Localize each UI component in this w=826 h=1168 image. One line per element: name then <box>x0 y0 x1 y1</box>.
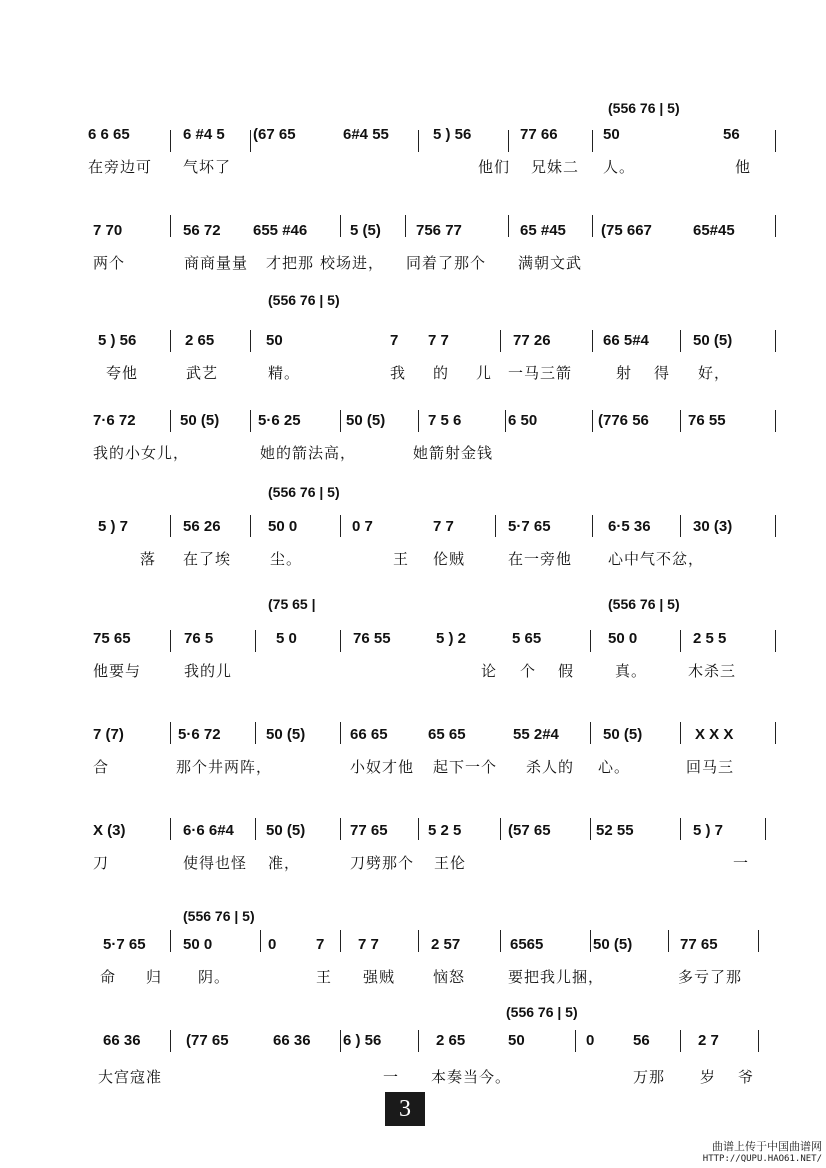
measure: 7 70 <box>93 222 123 239</box>
prelude: (556 76 | 5) <box>608 596 680 612</box>
lyric: 在旁边可 <box>88 158 153 176</box>
measure: 50 0 <box>183 936 213 953</box>
score-system-9 <box>88 908 778 992</box>
bar-line <box>170 515 171 537</box>
measure: 7 7 <box>358 936 379 953</box>
score-system-7 <box>88 726 778 782</box>
measure: 0 7 <box>352 518 373 535</box>
bar-line <box>340 410 341 432</box>
bar-line <box>495 515 496 537</box>
lyric: 小奴才他 <box>350 758 415 776</box>
measure: 76 55 <box>353 630 391 647</box>
lyric: 杀人的 <box>526 758 575 776</box>
measure: 56 <box>723 126 740 143</box>
measure: 5 ) 7 <box>693 822 724 839</box>
bar-line <box>592 410 593 432</box>
score-system-8 <box>88 822 778 878</box>
measure: 50 (5) <box>266 726 306 743</box>
measure: 2 5 5 <box>693 630 727 647</box>
bar-line <box>418 130 419 152</box>
prelude: (556 76 | 5) <box>268 484 340 500</box>
bar-line <box>775 130 776 152</box>
measure: 77 65 <box>680 936 718 953</box>
measure: 655 #46 <box>253 222 308 239</box>
lyric: 在一旁他 <box>508 550 573 568</box>
bar-line <box>340 722 341 744</box>
lyric: 我的小女儿， <box>93 444 190 462</box>
measure: 7 <box>316 936 325 953</box>
measure: (75 667 <box>601 222 652 239</box>
lyric: 他 <box>735 158 752 176</box>
measure: 50 <box>508 1032 525 1049</box>
measure: 65#45 <box>693 222 735 239</box>
bar-line <box>775 722 776 744</box>
bar-line <box>500 930 501 952</box>
bar-line <box>170 130 171 152</box>
measure: 756 77 <box>416 222 462 239</box>
measure: 5 65 <box>512 630 542 647</box>
measure: 66 36 <box>273 1032 311 1049</box>
measure: 50 (5) <box>180 412 220 429</box>
bar-line <box>775 410 776 432</box>
lyric: 好， <box>698 364 731 382</box>
measure: (776 56 <box>598 412 649 429</box>
bar-line <box>170 818 171 840</box>
bar-line <box>590 930 591 952</box>
bar-line <box>340 515 341 537</box>
measure: 77 65 <box>350 822 388 839</box>
measure: 76 5 <box>184 630 214 647</box>
measure: 5 ) 56 <box>433 126 472 143</box>
lyric: 合 <box>93 758 110 776</box>
measure: 7·6 72 <box>93 412 136 429</box>
lyric: 回马三 <box>686 758 735 776</box>
lyric: 他要与 <box>93 662 142 680</box>
bar-line <box>680 722 681 744</box>
bar-line <box>170 930 171 952</box>
page-number: 3 <box>385 1092 425 1126</box>
measure: 56 <box>633 1032 650 1049</box>
lyric: 大宫寇准 <box>98 1068 163 1086</box>
lyric: 校场进， <box>320 254 385 272</box>
lyric: 王 <box>316 968 333 986</box>
measure: 5 0 <box>276 630 297 647</box>
measure: 5 ) 2 <box>436 630 467 647</box>
measure: 6 #4 5 <box>183 126 225 143</box>
bar-line <box>668 930 669 952</box>
lyric: 准， <box>268 854 301 872</box>
lyric: 得 <box>654 364 671 382</box>
lyric: 命 <box>100 968 117 986</box>
lyric: 心。 <box>598 758 631 776</box>
score-system-10 <box>88 1004 778 1092</box>
bar-line <box>758 1030 759 1052</box>
bar-line <box>680 410 681 432</box>
score-system-4 <box>88 412 778 468</box>
lyric: 儿 <box>476 364 493 382</box>
bar-line <box>765 818 766 840</box>
measure: 7 (7) <box>93 726 124 743</box>
lyric: 爷 <box>738 1068 755 1086</box>
score-system-3 <box>88 292 778 388</box>
bar-line <box>590 818 591 840</box>
score-system-6 <box>88 596 778 686</box>
measure: 7 7 <box>433 518 454 535</box>
bar-line <box>508 130 509 152</box>
bar-line <box>418 818 419 840</box>
measure: 50 (5) <box>593 936 633 953</box>
measure: 50 (5) <box>266 822 306 839</box>
bar-line <box>775 330 776 352</box>
measure: 5·7 65 <box>103 936 146 953</box>
lyric: 一 <box>733 854 750 872</box>
bar-line <box>592 215 593 237</box>
lyric: 气坏了 <box>183 158 232 176</box>
measure: 65 65 <box>428 726 466 743</box>
measure: 2 65 <box>185 332 215 349</box>
bar-line <box>340 1030 341 1052</box>
bar-line <box>575 1030 576 1052</box>
bar-line <box>418 930 419 952</box>
bar-line <box>170 722 171 744</box>
bar-line <box>250 515 251 537</box>
score-system-5 <box>88 484 778 574</box>
lyric: 多亏了那 <box>678 968 743 986</box>
lyric: 刀 <box>93 854 110 872</box>
bar-line <box>340 930 341 952</box>
lyric: 射 <box>616 364 633 382</box>
measure: 2 65 <box>436 1032 466 1049</box>
lyric: 起下一个 <box>433 758 498 776</box>
measure: 5·7 65 <box>508 518 551 535</box>
bar-line <box>592 515 593 537</box>
bar-line <box>680 818 681 840</box>
lyric: 一马三箭 <box>508 364 573 382</box>
lyric: 精。 <box>268 364 301 382</box>
bar-line <box>255 630 256 652</box>
lyric: 才把那 <box>266 254 315 272</box>
bar-line <box>775 515 776 537</box>
bar-line <box>170 330 171 352</box>
bar-line <box>405 215 406 237</box>
lyric: 假 <box>558 662 575 680</box>
measure: 66 5#4 <box>603 332 649 349</box>
measure: 5 (5) <box>350 222 381 239</box>
lyric: 那个井两阵， <box>176 758 273 776</box>
lyric: 在了埃 <box>183 550 232 568</box>
lyric: 恼怒 <box>433 968 466 986</box>
measure: 6#4 55 <box>343 126 389 143</box>
lyric: 使得也怪 <box>183 854 248 872</box>
lyric: 要把我儿捆， <box>508 968 605 986</box>
lyric: 商商量量 <box>184 254 249 272</box>
bar-line <box>680 330 681 352</box>
measure: 0 <box>586 1032 595 1049</box>
prelude: (556 76 | 5) <box>608 100 680 116</box>
measure: 6·5 36 <box>608 518 651 535</box>
bar-line <box>505 410 506 432</box>
bar-line <box>260 930 261 952</box>
prelude: (556 76 | 5) <box>268 292 340 308</box>
measure: 50 (5) <box>693 332 733 349</box>
measure: 2 7 <box>698 1032 719 1049</box>
measure: 55 2#4 <box>513 726 559 743</box>
measure: 5·6 25 <box>258 412 301 429</box>
measure: 50 0 <box>608 630 638 647</box>
lyric: 本奏当今。 <box>431 1068 512 1086</box>
lyric: 王伦 <box>434 854 467 872</box>
lyric: 武艺 <box>186 364 219 382</box>
bar-line <box>170 1030 171 1052</box>
measure: 75 65 <box>93 630 131 647</box>
measure: 6565 <box>510 936 544 953</box>
lyric: 两个 <box>93 254 126 272</box>
measure: 77 66 <box>520 126 558 143</box>
lyric: 强贼 <box>363 968 396 986</box>
bar-line <box>340 215 341 237</box>
measure: 5 2 5 <box>428 822 462 839</box>
measure: 52 55 <box>596 822 634 839</box>
measure: 5·6 72 <box>178 726 221 743</box>
lyric: 归 <box>146 968 163 986</box>
lyric: 满朝文武 <box>518 254 583 272</box>
lyric: 我 <box>390 364 407 382</box>
measure: X X X <box>695 726 734 743</box>
lyric: 木杀三 <box>688 662 737 680</box>
lyric: 兄妹二 <box>531 158 580 176</box>
measure: 2 57 <box>431 936 461 953</box>
measure: 6·6 6#4 <box>183 822 234 839</box>
lyric: 论 <box>481 662 498 680</box>
measure: (57 65 <box>508 822 551 839</box>
bar-line <box>758 930 759 952</box>
bar-line <box>500 818 501 840</box>
bar-line <box>508 215 509 237</box>
measure: 66 36 <box>103 1032 141 1049</box>
measure: 7 7 <box>428 332 449 349</box>
measure: 50 (5) <box>346 412 386 429</box>
prelude: (556 76 | 5) <box>506 1004 578 1020</box>
measure: 6 50 <box>508 412 538 429</box>
lyric: 岁 <box>700 1068 717 1086</box>
prelude: (556 76 | 5) <box>183 908 255 924</box>
lyric: 个 <box>520 662 537 680</box>
measure: 7 5 6 <box>428 412 462 429</box>
bar-line <box>680 1030 681 1052</box>
bar-line <box>590 630 591 652</box>
lyric: 万那 <box>633 1068 666 1086</box>
lyric: 她箭射金钱 <box>413 444 494 462</box>
measure: 50 (5) <box>603 726 643 743</box>
bar-line <box>680 630 681 652</box>
measure: 56 26 <box>183 518 221 535</box>
lyric: 伦贼 <box>433 550 466 568</box>
bar-line <box>170 410 171 432</box>
lyric: 一 <box>383 1068 400 1086</box>
measure: 77 26 <box>513 332 551 349</box>
watermark <box>703 1138 822 1164</box>
lyric: 同着了那个 <box>406 254 487 272</box>
score-system-2 <box>88 222 778 278</box>
lyric: 尘。 <box>270 550 303 568</box>
lyric: 她的箭法高， <box>260 444 357 462</box>
measure: 5 ) 56 <box>98 332 137 349</box>
measure: X (3) <box>93 822 126 839</box>
measure: 6 ) 56 <box>343 1032 382 1049</box>
bar-line <box>592 130 593 152</box>
bar-line <box>250 410 251 432</box>
bar-line <box>255 722 256 744</box>
measure: (67 65 <box>253 126 296 143</box>
lyric: 王 <box>393 550 410 568</box>
measure: 50 0 <box>268 518 298 535</box>
bar-line <box>250 330 251 352</box>
lyric: 刀劈那个 <box>350 854 415 872</box>
measure: 65 #45 <box>520 222 566 239</box>
bar-line <box>680 515 681 537</box>
lyric: 真。 <box>615 662 648 680</box>
score-system-1 <box>88 100 778 182</box>
lyric: 落 <box>140 550 157 568</box>
prelude: (75 65 | <box>268 596 316 612</box>
bar-line <box>340 818 341 840</box>
lyric: 夸他 <box>106 364 139 382</box>
bar-line <box>418 410 419 432</box>
measure: 0 <box>268 936 277 953</box>
measure: 76 55 <box>688 412 726 429</box>
lyric: 心中气不忿， <box>608 550 705 568</box>
bar-line <box>500 330 501 352</box>
measure: (77 65 <box>186 1032 229 1049</box>
measure: 66 65 <box>350 726 388 743</box>
bar-line <box>170 215 171 237</box>
watermark-line-1: 曲谱上传于中国曲谱网 <box>712 1140 822 1153</box>
measure: 6 6 65 <box>88 126 130 143</box>
measure: 56 72 <box>183 222 221 239</box>
bar-line <box>775 215 776 237</box>
lyric: 他们 <box>478 158 511 176</box>
bar-line <box>775 630 776 652</box>
measure: 7 <box>390 332 399 349</box>
bar-line <box>170 630 171 652</box>
bar-line <box>340 630 341 652</box>
measure: 50 <box>266 332 283 349</box>
bar-line <box>418 1030 419 1052</box>
lyric: 人。 <box>603 158 636 176</box>
lyric: 阴。 <box>198 968 231 986</box>
measure: 30 (3) <box>693 518 733 535</box>
lyric: 的 <box>433 364 450 382</box>
bar-line <box>590 722 591 744</box>
lyric: 我的儿 <box>184 662 233 680</box>
bar-line <box>255 818 256 840</box>
bar-line <box>250 130 251 152</box>
measure: 5 ) 7 <box>98 518 129 535</box>
measure: 50 <box>603 126 620 143</box>
bar-line <box>592 330 593 352</box>
watermark-line-2: HTTP://QUPU.HAO61.NET/ <box>702 1154 822 1164</box>
